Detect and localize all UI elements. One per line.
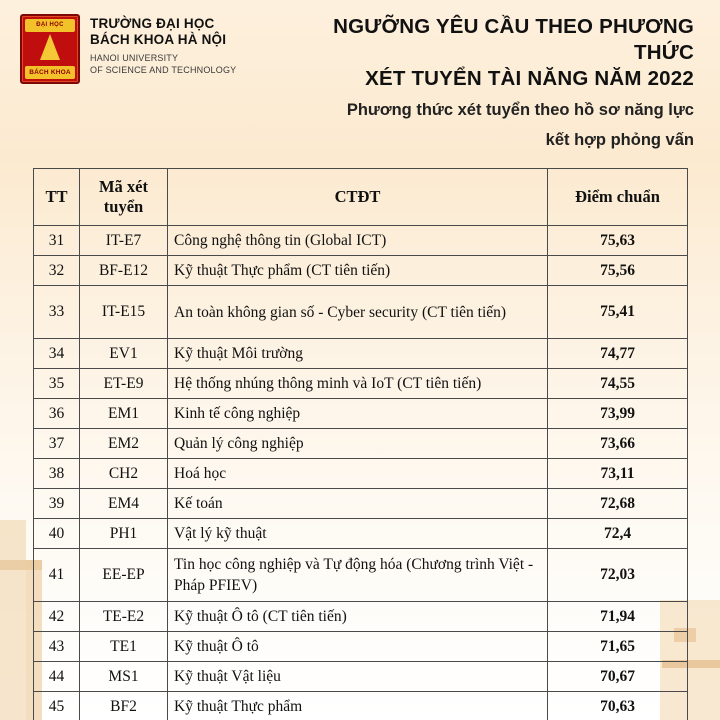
cell-ctdt: Kế toán [168, 489, 548, 519]
scores-table [33, 168, 688, 720]
cell-ctdt: Kinh tế công nghiệp [168, 399, 548, 429]
cell-ma-xet-tuyen: PH1 [80, 519, 168, 549]
cell-tt: 37 [34, 429, 80, 459]
logo-top-label: ĐẠI HỌC [25, 19, 75, 32]
cell-ma-xet-tuyen: EM1 [80, 399, 168, 429]
cell-ma-xet-tuyen: IT-E7 [80, 226, 168, 256]
cell-ctdt: Vật lý kỹ thuật [168, 519, 548, 549]
table-row [34, 369, 688, 399]
cell-tt: 33 [34, 286, 80, 339]
cell-diem-chuan: 71,94 [548, 602, 688, 632]
cell-ctdt: Công nghệ thông tin (Global ICT) [168, 226, 548, 256]
poster-subtitle-line1: Phương thức xét tuyển theo hồ sơ năng lực [346, 101, 694, 119]
table-row [34, 489, 688, 519]
table-row [34, 286, 688, 339]
university-name-en-line1: HANOI UNIVERSITY [90, 53, 179, 63]
background-decoration [0, 520, 26, 720]
cell-ma-xet-tuyen: MS1 [80, 662, 168, 692]
cell-ctdt: Kỹ thuật Môi trường [168, 339, 548, 369]
cell-diem-chuan: 71,65 [548, 632, 688, 662]
cell-tt: 32 [34, 256, 80, 286]
cell-ctdt: Kỹ thuật Thực phẩm [168, 692, 548, 720]
cell-ma-xet-tuyen: CH2 [80, 459, 168, 489]
poster-header [0, 0, 720, 149]
cell-diem-chuan: 72,68 [548, 489, 688, 519]
cell-diem-chuan: 72,4 [548, 519, 688, 549]
cell-ma-xet-tuyen: TE1 [80, 632, 168, 662]
table-header [34, 169, 688, 226]
cell-tt: 36 [34, 399, 80, 429]
cell-diem-chuan: 70,67 [548, 662, 688, 692]
poster-title-line1: NGƯỠNG YÊU CẦU THEO PHƯƠNG THỨC [333, 15, 694, 64]
poster-title-block [290, 14, 698, 152]
cell-tt: 39 [34, 489, 80, 519]
university-brand [20, 14, 290, 84]
cell-diem-chuan: 73,66 [548, 429, 688, 459]
cell-ma-xet-tuyen: IT-E15 [80, 286, 168, 339]
cell-diem-chuan: 75,56 [548, 256, 688, 286]
poster-subtitle-line2: kết hợp phỏng vấn [545, 131, 694, 149]
cell-tt: 40 [34, 519, 80, 549]
cell-ctdt: Kỹ thuật Thực phẩm (CT tiên tiến) [168, 256, 548, 286]
cell-diem-chuan: 75,63 [548, 226, 688, 256]
table-header-row [34, 169, 688, 226]
table-row [34, 632, 688, 662]
university-name-line1: TRƯỜNG ĐẠI HỌC [90, 16, 215, 31]
hust-logo-icon [20, 14, 80, 84]
cell-tt: 41 [34, 549, 80, 602]
cell-tt: 43 [34, 632, 80, 662]
flame-icon [40, 34, 60, 60]
scores-table-container [33, 168, 687, 720]
table-row [34, 256, 688, 286]
table-row [34, 339, 688, 369]
table-row [34, 429, 688, 459]
cell-diem-chuan: 74,55 [548, 369, 688, 399]
table-row [34, 662, 688, 692]
table-body [34, 226, 688, 720]
university-name-block [90, 14, 236, 76]
table-row [34, 602, 688, 632]
cell-ma-xet-tuyen: BF-E12 [80, 256, 168, 286]
cell-ctdt: Quản lý công nghiệp [168, 429, 548, 459]
cell-tt: 44 [34, 662, 80, 692]
cell-ma-xet-tuyen: EM4 [80, 489, 168, 519]
cell-diem-chuan: 73,99 [548, 399, 688, 429]
column-header-ctdt: CTĐT [168, 169, 548, 226]
cell-diem-chuan: 75,41 [548, 286, 688, 339]
cell-ma-xet-tuyen: EM2 [80, 429, 168, 459]
table-row [34, 226, 688, 256]
cell-tt: 34 [34, 339, 80, 369]
cell-ma-xet-tuyen: EV1 [80, 339, 168, 369]
table-row [34, 399, 688, 429]
table-row [34, 692, 688, 720]
cell-diem-chuan: 74,77 [548, 339, 688, 369]
cell-ma-xet-tuyen: EE-EP [80, 549, 168, 602]
university-name-en-line2: OF SCIENCE AND TECHNOLOGY [90, 65, 237, 75]
logo-bottom-label: BÁCH KHOA [25, 66, 75, 79]
cell-tt: 35 [34, 369, 80, 399]
cell-ma-xet-tuyen: ET-E9 [80, 369, 168, 399]
poster-title-line2: XÉT TUYỂN TÀI NĂNG NĂM 2022 [365, 67, 694, 90]
cell-diem-chuan: 73,11 [548, 459, 688, 489]
university-name-line2: BÁCH KHOA HÀ NỘI [90, 32, 227, 47]
cell-tt: 42 [34, 602, 80, 632]
cell-ctdt: Kỹ thuật Vật liệu [168, 662, 548, 692]
table-row [34, 519, 688, 549]
cell-ctdt: An toàn không gian số - Cyber security (CT tiên tiến) [168, 286, 548, 339]
cell-ma-xet-tuyen: TE-E2 [80, 602, 168, 632]
cell-tt: 31 [34, 226, 80, 256]
cell-tt: 45 [34, 692, 80, 720]
column-header-diem-chuan: Điểm chuẩn [548, 169, 688, 226]
table-row [34, 459, 688, 489]
column-header-ma-xet-tuyen: Mã xét tuyển [80, 169, 168, 226]
column-header-tt: TT [34, 169, 80, 226]
cell-diem-chuan: 70,63 [548, 692, 688, 720]
table-row [34, 549, 688, 602]
cell-ma-xet-tuyen: BF2 [80, 692, 168, 720]
cell-ctdt: Kỹ thuật Ô tô [168, 632, 548, 662]
cell-ctdt: Tin học công nghiệp và Tự động hóa (Chương trình Việt - Pháp PFIEV) [168, 549, 548, 602]
cell-ctdt: Kỹ thuật Ô tô (CT tiên tiến) [168, 602, 548, 632]
cell-ctdt: Hệ thống nhúng thông minh và IoT (CT tiên tiến) [168, 369, 548, 399]
cell-diem-chuan: 72,03 [548, 549, 688, 602]
cell-ctdt: Hoá học [168, 459, 548, 489]
cell-tt: 38 [34, 459, 80, 489]
